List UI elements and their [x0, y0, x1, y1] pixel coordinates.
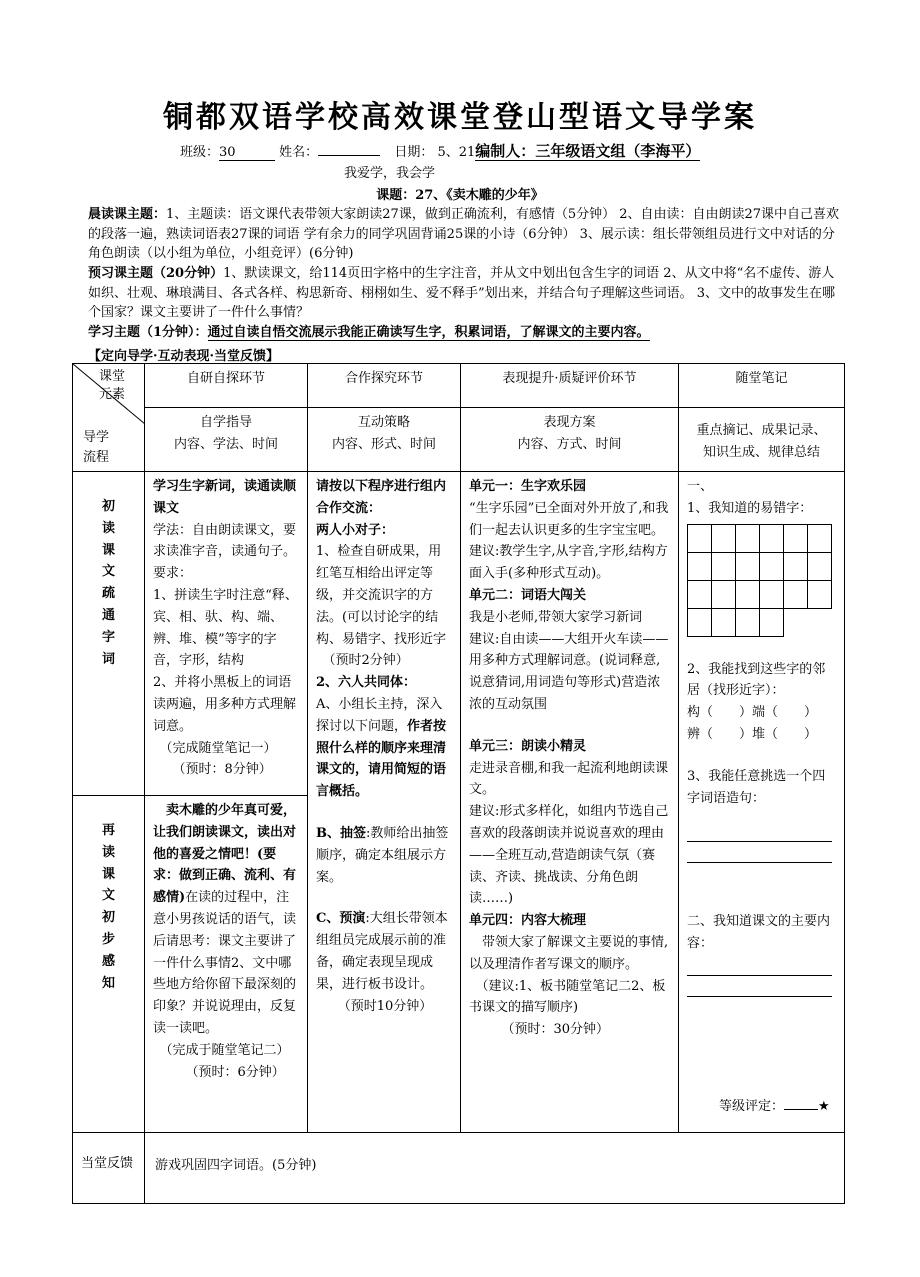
answer-line[interactable]	[687, 821, 832, 842]
name-field	[318, 155, 380, 156]
show-u4-text: 带领大家了解课文主要说的事情,以及理清作者写课文的顺序。 （建议:1、板书随堂笔记二2、板书课文的描写顺序) （预时：30分钟）	[469, 934, 669, 1038]
coop-cell	[308, 472, 461, 1133]
header-col3: 表现提升·质疑评价环节	[461, 364, 679, 408]
show-u1-title: 单元一：生字欢乐园	[469, 479, 587, 494]
sub-header-3: 表现方案 内容、方式、时间	[461, 408, 679, 472]
coop-intro: 请按以下程序进行组内合作交流：	[316, 479, 447, 516]
sub-header-1: 自学指导 内容、学法、时间	[145, 408, 308, 472]
date-value: 5、21	[437, 145, 476, 160]
show-u3-text: 走进录音棚,和我一起流利地朗读课文。 建议:形式多样化，如组内节选自己喜欢的段落朗读并说说喜欢的理由——全班互动,营造朗读气氛（赛读、齐读、挑战读、分角色朗读……)	[469, 760, 669, 907]
corner-bottom-label: 导学 流程	[83, 430, 110, 465]
header-col1: 自研自探环节	[145, 364, 308, 408]
notes-q2: 2、我能找到这些字的邻居（找形近字）：	[687, 661, 826, 699]
show-u2-text: 我是小老师,带领大家学习新词 建议:自由读——大组开火车读——用多种方式理解词意。(说词释意,说意猜词,用词造句等形式)营造浓浓的互动氛围	[469, 609, 669, 712]
section-heading: 【定向导学·互动表现·当堂反馈】	[88, 349, 280, 364]
notes-q3: 3、我能任意挑选一个四字词语造句：	[687, 768, 826, 806]
char-grid	[687, 524, 832, 637]
show-cell	[461, 472, 679, 1133]
row2-label: 再读课文初步感知	[73, 796, 145, 1133]
sub-header-2: 互动策略 内容、形式、时间	[308, 408, 461, 472]
date-label: 日期：	[394, 145, 434, 160]
self-study-1-text: 学法：自由朗读课文，要求读准字音，读通句子。要求： 1、拼读生字时注意“释、宾、相、驮、构、端、辨、堆、模”等字的字音，字形，结构 2、并将小黑板上的词语读两遍，用多种方式理解词意。 （完成随堂笔记一） （预时：8分钟）	[153, 522, 298, 778]
sub-header-4: 重点摘记、成果记录、 知识生成、规律总结	[679, 408, 845, 472]
coop-a: A、小组长主持，深入探讨以下问题，作者按照什么样的顺序来理清课文的，请用简短的语言概括。	[316, 696, 447, 800]
study-theme-text: 通过自读自悟交流展示我能正确读写生字，积累词语，了解课文的主要内容。	[207, 325, 650, 340]
motto: 我爱学，我会学	[344, 166, 436, 181]
coop-b: B、抽签:教师给出抽签顺序，确定本组展示方案。	[316, 825, 449, 885]
lesson-title: 课题：27、《卖木雕的少年》	[376, 188, 544, 203]
notes-q2b: 辨（ ）堆（ ）	[687, 726, 818, 742]
coop-pair-text: 1、检查自研成果，用红笔互相给出评定等级，并交流识字的方法。(可以讨论字的结构、易错字、找形近字 （预时2分钟）	[316, 544, 447, 669]
coop-c: C、预演:大组长带领本组组员完成展示前的准备，确定表现呈现成果，进行板书设计。	[316, 911, 448, 992]
corner-cell	[73, 364, 145, 472]
name-label: 姓名：	[279, 145, 319, 160]
feedback-text: 游戏巩固四字词语。(5分钟)	[145, 1133, 845, 1204]
feedback-label: 当堂反馈	[73, 1133, 145, 1204]
show-u3-title: 单元三：朗读小精灵	[469, 738, 587, 754]
notes-one: 一、	[687, 479, 714, 494]
answer-line[interactable]	[687, 955, 832, 976]
self-study-2-title: 卖木雕的少年真可爱，让我们朗读课文，读出对他的喜爱之情吧！(要求：做到正确、流利、有感情)	[153, 803, 297, 906]
notes-q2a: 构（ ）端（ ）	[687, 705, 818, 721]
coop-six-title: 2、六人共同体：	[316, 675, 417, 691]
show-u1-text: “生字乐园”已全面对外开放了,和我们一起去认识更多的生字宝宝吧。 建议:教学生字,从字音,字形,结构方面入手(多种形式互动)。	[469, 500, 669, 582]
notes-q4: 二、我知道课文的主要内容：	[687, 914, 831, 952]
grade-label: 等级评定：	[719, 1099, 785, 1115]
editor-label: 编制人：	[475, 142, 536, 160]
star-icon: ★	[818, 1099, 830, 1115]
morning-reading-label: 晨读课主题：	[88, 207, 167, 222]
coop-pair-title: 两人小对子：	[316, 522, 395, 538]
show-u4-title: 单元四：内容大梳理	[469, 913, 587, 929]
self-study-2-text: 在读的过程中，注意小男孩说话的语气，读后请思考：课文主要讲了一件什么事情2、文中哪些地方给你留下最深刻的印象？并说说理由，反复读一读吧。 （完成于随堂笔记二） （预时：6分钟）	[153, 890, 297, 1080]
self-study-2	[145, 796, 308, 1133]
preview	[88, 264, 840, 323]
answer-line[interactable]	[687, 842, 832, 863]
grade-row	[719, 1096, 830, 1118]
guide-table	[72, 363, 845, 1204]
class-value: 30	[219, 145, 275, 161]
header-col4: 随堂笔记	[679, 364, 845, 408]
show-u2-title: 单元二：词语大闯关	[469, 587, 587, 603]
meta-line	[180, 140, 700, 161]
study-theme	[88, 323, 840, 343]
grade-field[interactable]	[784, 1109, 818, 1110]
class-label: 班级：	[180, 145, 220, 160]
morning-reading-text: 1、主题读：语文课代表带领大家朗读27课，做到正确流利，有感情（5分钟） 2、自由读：自由朗读27课中自己喜欢的段落一遍，熟读词语表27课的词语 学有余力的同学巩固背诵25课的小诗（6分钟） 3、展示读：组长带领组员进行文中对话的分角色朗读（以小组为单位，小组竞评）(6分钟)	[88, 207, 840, 261]
morning-reading	[88, 205, 840, 264]
editor-value: 三年级语文组（李海平）	[535, 142, 701, 160]
page-title: 铜都双语学校高效课堂登山型语文导学案	[163, 100, 757, 135]
study-theme-label: 学习主题（1分钟）：	[88, 325, 208, 340]
notes-q1: 1、我知道的易错字：	[687, 500, 813, 516]
answer-line[interactable]	[687, 976, 832, 997]
notes-cell	[679, 472, 845, 1133]
preview-label: 预习课主题（20分钟）	[88, 266, 224, 281]
row1-label: 初读课文疏通字词	[73, 472, 145, 796]
self-study-1	[145, 472, 308, 796]
self-study-1-title: 学习生字新词，读通读顺课文	[153, 479, 297, 516]
coop-time: （预时10分钟）	[337, 998, 433, 1014]
preview-text: 1、默读课文，给114页田字格中的生字注音，并从文中划出包含生字的词语 2、从文中将“名不虚传、游人如织、壮观、琳琅满目、各式各样、构思新奇、栩栩如生、爱不释手”划出来，并结合句子理解这些词语。 3、文中的故事发生在哪个国家？课文主要讲了一件什么事情？	[88, 266, 836, 320]
header-col2: 合作探究环节	[308, 364, 461, 408]
corner-top-label: 课堂 元素	[99, 369, 126, 402]
